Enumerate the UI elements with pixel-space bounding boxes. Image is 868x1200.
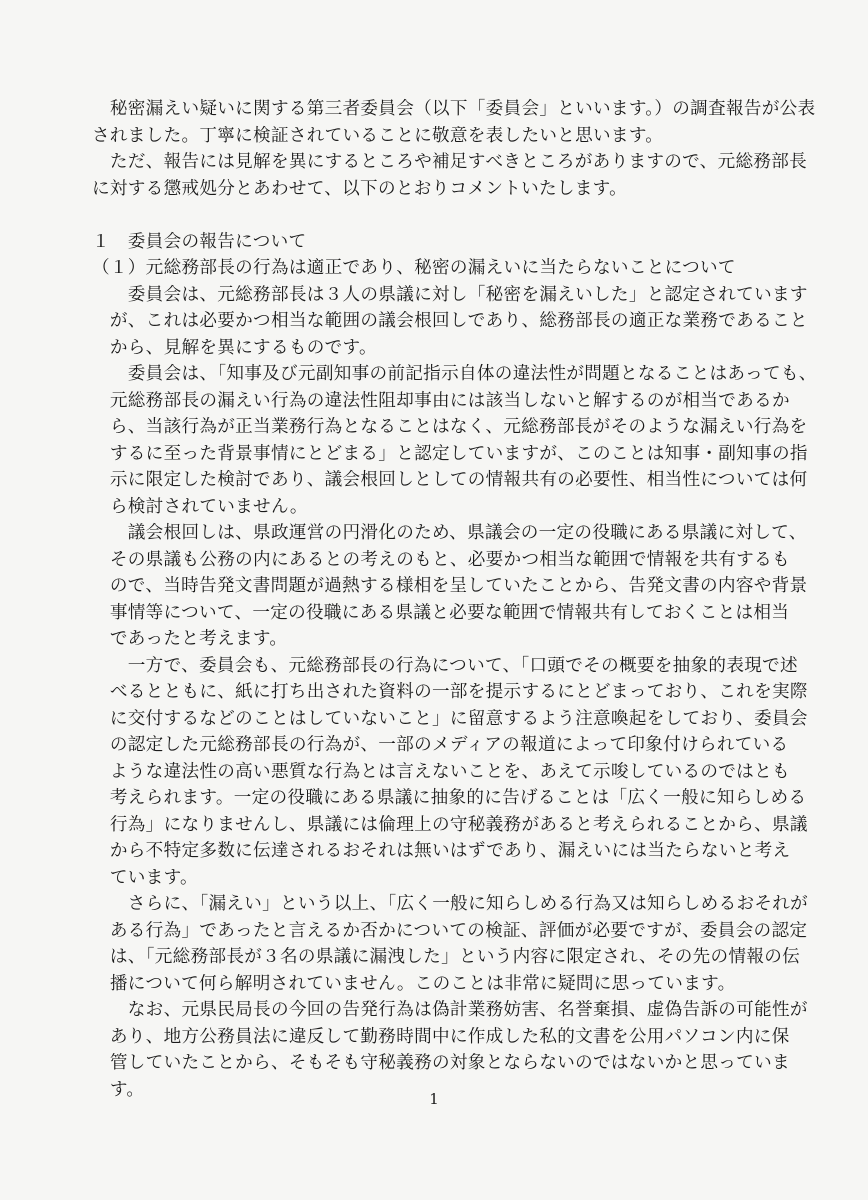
body-line: あり、地方公務員法に違反して勤務時間中に作成した私的文書を公用パソコン内に保 <box>92 1026 790 1047</box>
spacer <box>92 202 792 229</box>
body-line: 一方で、委員会も、元総務部長の行為について、「口頭でその概要を抽象的表現で述 <box>92 655 798 676</box>
body-line: 事情等について、一定の役職にある県議と必要な範囲で情報共有しておくことは相当 <box>92 602 790 623</box>
body-line: 元総務部長の漏えい行為の違法性阻却事由には該当しないと解するのが相当であるか <box>92 390 790 411</box>
body-line: から、見解を異にするものです。 <box>92 337 377 358</box>
body-line: なお、元県民局長の今回の告発行為は偽計業務妨害、名誉棄損、虚偽告訴の可能性が <box>92 1000 808 1020</box>
intro-line: 秘密漏えい疑いに関する第三者委員会（以下「委員会」といいます。）の調査報告が公表 <box>92 99 816 119</box>
body-line: が、これは必要かつ相当な範囲の議会根回しであり、総務部長の適正な業務であること <box>92 311 808 331</box>
body-line: は、「元総務部長が３名の県議に漏洩した」という内容に限定され、その先の情報の伝 <box>92 947 801 967</box>
body-line: ら、当該行為が正当業務行為となることはなく、元総務部長がそのような漏えい行為を <box>92 417 808 437</box>
body-line: ています。 <box>92 867 198 888</box>
page-number: 1 <box>429 1090 439 1108</box>
body-line: ので、当時告発文書問題が過熱する様相を呈していたことから、告発文書の内容や背景 <box>92 576 808 596</box>
intro-line: されました。丁寧に検証されていることに敬意を表したいと思います。 <box>92 125 664 146</box>
body-line: 委員会は、「知事及び元副知事の前記指示自体の違法性が問題となることはあっても、 <box>92 364 817 384</box>
body-line: ような違法性の高い悪質な行為とは言えないことを、あえて示唆しているのではとも <box>92 761 790 782</box>
body-line: べるとともに、紙に打ち出された資料の一部を提示するにとどまっており、これを実際 <box>92 682 808 702</box>
body-line: す。 <box>92 1079 145 1100</box>
subsection-heading: （１）元総務部長の行為は適正であり、秘密の漏えいに当たらないことについて <box>92 258 736 278</box>
body-line: に交付するなどのことはしていないこと」に留意するよう注意喚起をしており、委員会 <box>92 708 808 729</box>
body-line: ら検討されていません。 <box>92 496 308 517</box>
body-line: さらに、「漏えい」という以上、「広く一般に知らしめる行為又は知らしめるおそれが <box>92 894 809 914</box>
document-body <box>92 96 817 1103</box>
body-line: の認定した元総務部長の行為が、一部のメディアの報道によって印象付けられている <box>92 735 789 755</box>
body-line: するに至った背景事情にとどまる」と認定していますが、このことは知事・副知事の指 <box>92 443 808 464</box>
body-line: 議会根回しは、県政運営の円滑化のため、県議会の一定の役職にある県議に対して、 <box>92 523 807 543</box>
intro-line: に対する懲戒処分とあわせて、以下のとおりコメントいたします。 <box>92 178 628 199</box>
section-heading: １ 委員会の報告について <box>92 231 307 252</box>
body-line: 委員会は、元総務部長は３人の県議に対し「秘密を漏えいした」と認定されています <box>92 284 808 305</box>
body-line: 行為」になりませんし、県議には倫理上の守秘義務があると考えられることから、県議 <box>92 814 808 835</box>
body-line: 考えられます。一定の役職にある県議に抽象的に告げることは「広く一般に知らしめる <box>92 788 807 808</box>
body-line: ある行為」であったと言えるか否かについての検証、評価が必要ですが、委員会の認定 <box>92 920 808 941</box>
body-line: 示に限定した検討であり、議会根回しとしての情報共有の必要性、相当性については何 <box>92 470 808 490</box>
body-line: 播について何ら解明されていません。このことは非常に疑問に思っています。 <box>92 973 736 994</box>
body-line: 管していたことから、そもそも守秘義務の対象とならないのではないかと思っていま <box>92 1053 790 1073</box>
body-line: から不特定多数に伝達されるおそれは無いはずであり、漏えいには当たらないと考え <box>92 841 791 861</box>
body-line: その県議も公務の内にあるとの考えのもと、必要かつ相当な範囲で情報を共有するも <box>92 549 790 570</box>
body-line: であったと考えます。 <box>92 629 288 649</box>
intro-line: ただ、報告には見解を異にするところや補足すべきところがありますので、元総務部長 <box>92 152 808 172</box>
